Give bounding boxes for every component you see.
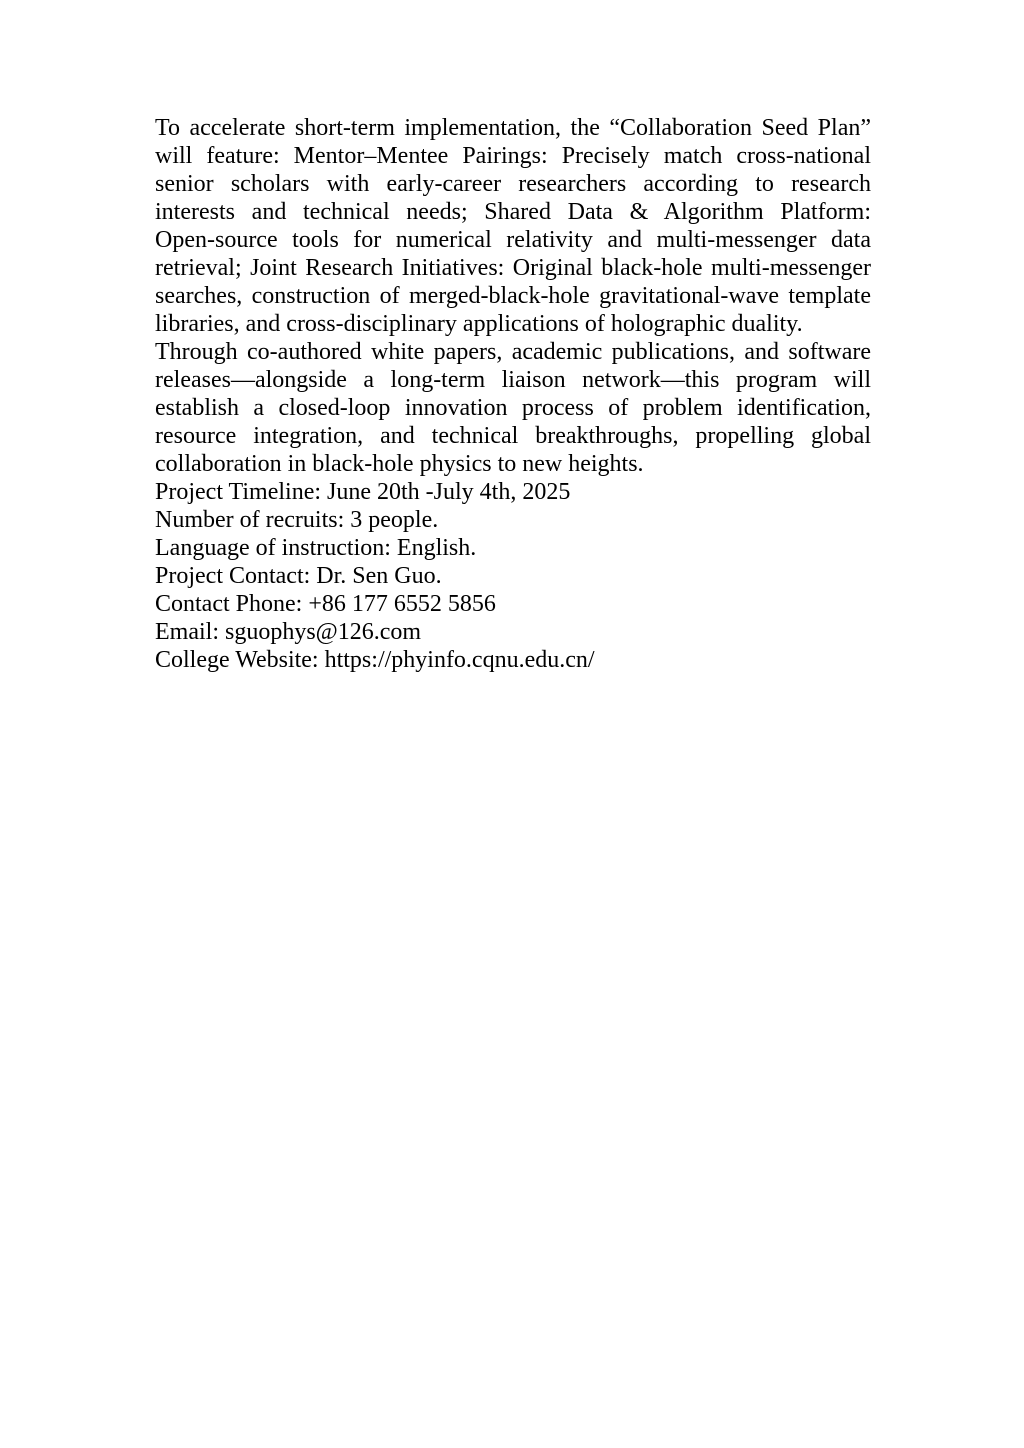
text-line: releases—alongside a long-term liaison network—this program will: [155, 367, 871, 393]
text-line: Open-source tools for numerical relativity and multi-messenger data: [155, 227, 871, 253]
text-line: interests and technical needs; Shared Data & Algorithm Platform:: [155, 199, 871, 225]
text-line: Language of instruction: English.: [155, 535, 477, 561]
text-line: Contact Phone: +86 177 6552 5856: [155, 591, 496, 617]
text-line: College Website: https://phyinfo.cqnu.edu.cn/: [155, 647, 595, 673]
text-line: Project Timeline: June 20th -July 4th, 2025: [155, 479, 571, 505]
text-line: establish a closed-loop innovation process of problem identification,: [155, 395, 871, 421]
text-line: To accelerate short-term implementation, the “Collaboration Seed Plan”: [155, 115, 871, 141]
text-line: Email: sguophys@126.com: [155, 619, 422, 645]
text-line: will feature: Mentor–Mentee Pairings: Precisely match cross-national: [155, 143, 871, 169]
text-line: retrieval; Joint Research Initiatives: Original black-hole multi-messenger: [155, 255, 871, 281]
text-line: Through co-authored white papers, academic publications, and software: [155, 339, 871, 365]
text-line: Number of recruits: 3 people.: [155, 507, 439, 533]
text-line: libraries, and cross-disciplinary applications of holographic duality.: [155, 311, 803, 337]
document-text: [155, 114, 871, 674]
text-line: senior scholars with early-career researchers according to research: [155, 171, 871, 197]
text-line: Project Contact: Dr. Sen Guo.: [155, 563, 442, 589]
text-line: searches, construction of merged-black-hole gravitational-wave template: [155, 283, 871, 309]
text-line: collaboration in black-hole physics to new heights.: [155, 451, 644, 477]
text-line: resource integration, and technical breakthroughs, propelling global: [155, 423, 871, 449]
